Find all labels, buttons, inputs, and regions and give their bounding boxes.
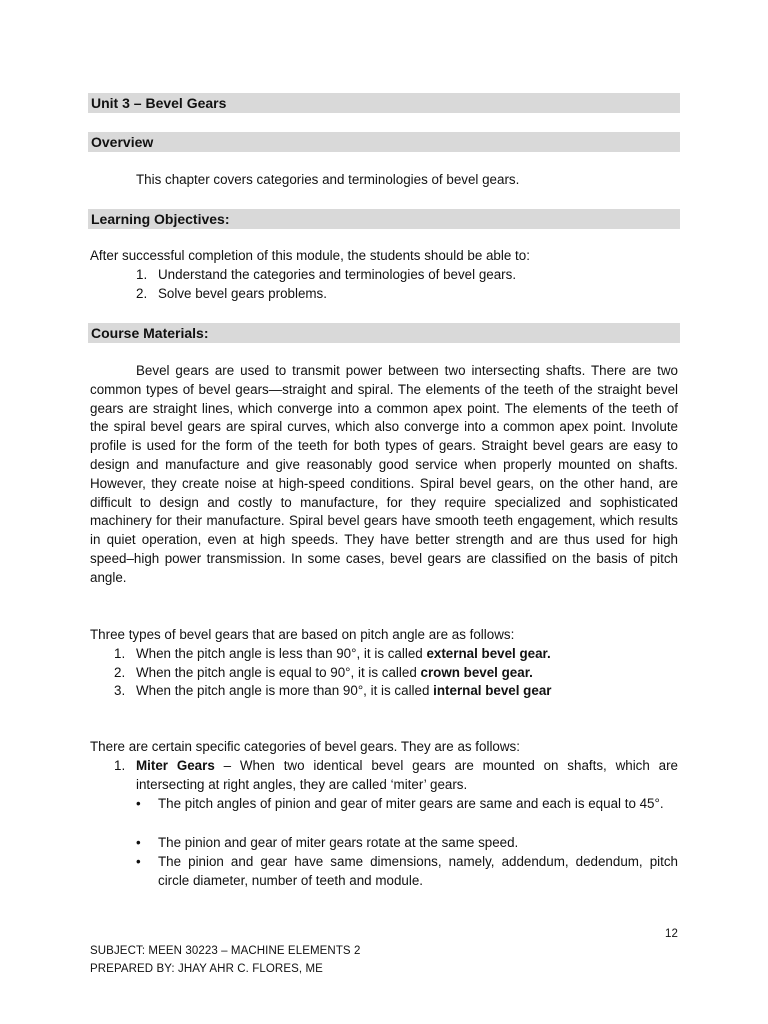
page-title-band (88, 93, 680, 113)
footer-subject: SUBJECT: MEEN 30223 – MACHINE ELEMENTS 2 (90, 945, 361, 957)
bullet-icon: • (136, 854, 141, 869)
type-number: 1. (114, 646, 126, 661)
miter-bullet-text: The pitch angles of pinion and gear of miter gears are same and each is equal to 45°. (158, 796, 664, 811)
footer-prepared-by: PREPARED BY: JHAY AHR C. FLORES, ME (90, 963, 323, 975)
type-name: external bevel gear. (426, 646, 551, 661)
materials-paragraph: Bevel gears are used to transmit power between two intersecting shafts. There are two common types of bevel gears—straight and spiral. The elements of the teeth of the straight bevel gears are straight lines, which converge into a common apex point. The elements of the teeth of the spiral bevel gears are spiral curves, which also converge into a common apex point. Involute profile is used for the form of the teeth for both types of gears. Straight bevel gears are easy to design and manufacture and give reasonably good service when properly mounted on shafts. However, they create noise at high-speed conditions. Spiral bevel gears, on the other hand, are difficult to design and costly to manufacture, for they require specialized and sophisticated machinery for their manufacture. Spiral bevel gears have smooth teeth engagement, which results in quiet operation, even at high speeds. They have better strength and are thus used for high speed–high power transmission. In some cases, bevel gears are classified on the basis of pitch angle. (90, 363, 678, 585)
miter-description: – When two identical bevel gears are mounted on shafts, which are intersecting at right angles, they are called ‘miter’ gears. (136, 758, 678, 792)
type-text-wrap (136, 682, 678, 701)
objectives-heading-band (88, 209, 680, 229)
overview-text: This chapter covers categories and terminologies of bevel gears. (136, 172, 520, 187)
type-text: When the pitch angle is more than 90°, it is called (136, 683, 434, 698)
categories-intro: There are certain specific categories of bevel gears. They are as follows: (90, 739, 520, 754)
page-title: Unit 3 – Bevel Gears (91, 95, 227, 111)
miter-name: Miter Gears (136, 758, 215, 773)
type-text: When the pitch angle is less than 90°, it is called (136, 646, 427, 661)
objectives-intro: After successful completion of this module, the students should be able to: (90, 248, 530, 263)
objective-number: 1. (136, 267, 148, 282)
objective-text: Understand the categories and terminologies of bevel gears. (158, 267, 517, 282)
miter-number: 1. (114, 758, 126, 773)
type-name: internal bevel gear (433, 683, 552, 698)
miter-bullet-text: The pinion and gear of miter gears rotate at the same speed. (158, 835, 519, 850)
overview-heading: Overview (91, 134, 154, 150)
type-number: 3. (114, 683, 126, 698)
bullet-icon: • (136, 835, 141, 850)
miter-bullet-text: The pinion and gear have same dimensions, namely, addendum, dedendum, pitch circle diameter, number of teeth and module. (158, 854, 678, 888)
objective-number: 2. (136, 286, 148, 301)
objectives-heading: Learning Objectives: (91, 211, 230, 227)
type-text-wrap (136, 664, 678, 683)
types-intro: Three types of bevel gears that are based on pitch angle are as follows: (90, 627, 515, 642)
type-text: When the pitch angle is equal to 90°, it is called (136, 665, 421, 680)
type-name: crown bevel gear. (420, 665, 533, 680)
page-number: 12 (665, 928, 678, 940)
overview-heading-band (88, 132, 680, 152)
bullet-icon: • (136, 796, 141, 811)
materials-heading-band (88, 323, 680, 343)
type-text-wrap (136, 645, 678, 664)
materials-heading: Course Materials: (91, 325, 209, 341)
miter-text-wrap (136, 757, 678, 795)
objective-text: Solve bevel gears problems. (158, 286, 327, 301)
type-number: 2. (114, 665, 126, 680)
